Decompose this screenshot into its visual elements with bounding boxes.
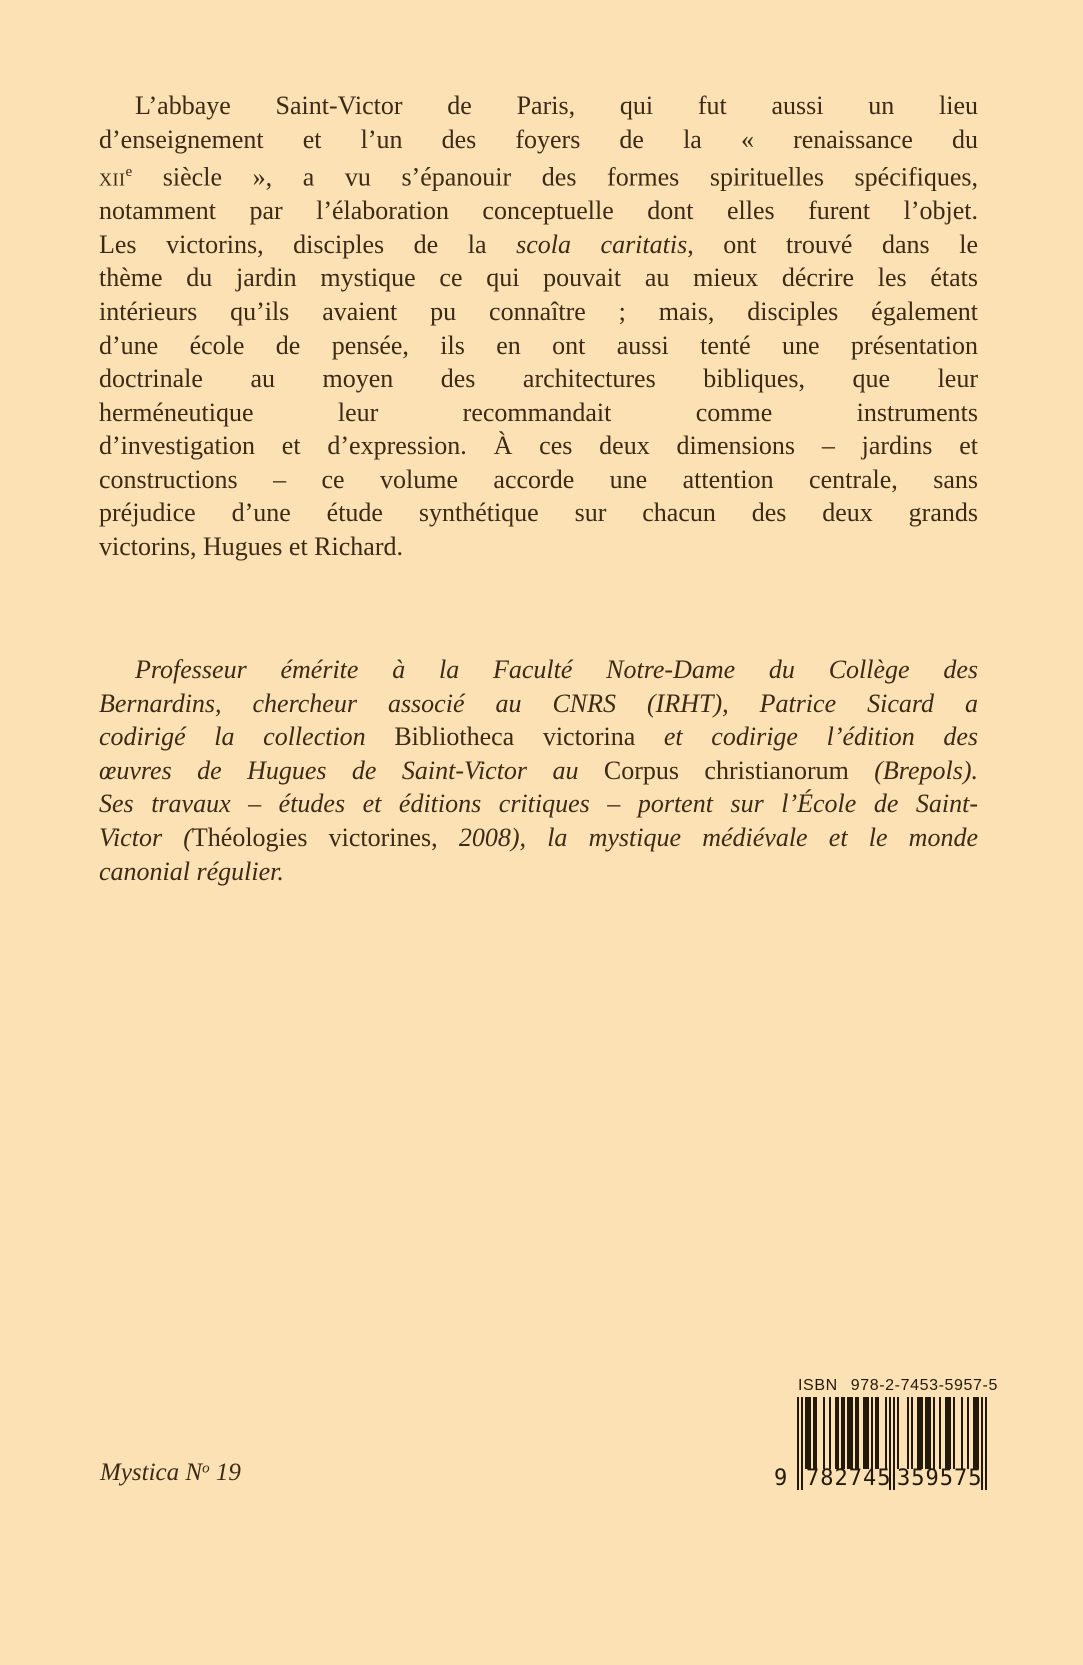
- text-line: Victor (Théologies victorines, 2008), la mystique médiévale et le monde: [99, 822, 978, 852]
- text-line: notamment par l’élaboration conceptuelle dont elles furent l’objet.: [99, 196, 978, 226]
- isbn-label: ISBN: [798, 1377, 838, 1394]
- series-name: Mystica N: [100, 1459, 203, 1486]
- ean13-barcode: [774, 1397, 987, 1511]
- text-line: herméneutique leur recommandait comme instruments: [99, 397, 978, 427]
- text-line: Bernardins, chercheur associé au CNRS (IRHT), Patrice Sicard a: [99, 688, 978, 718]
- text-line: Professeur émérite à la Faculté Notre-Dame du Collège des: [135, 655, 978, 684]
- ean-right-digits: 359575: [897, 1466, 983, 1491]
- series-number: 19: [209, 1459, 241, 1486]
- text-line: constructions – ce volume accorde une attention centrale, sans: [99, 464, 978, 494]
- text-line: intérieurs qu’ils avaient pu connaître ; mais, disciples également: [99, 296, 978, 326]
- text-line: d’une école de pensée, ils en ont aussi tenté une présentation: [99, 330, 978, 360]
- isbn-text: [798, 1377, 998, 1395]
- series-ordinal-sup: o: [202, 1460, 210, 1477]
- text-line: canonial régulier.: [99, 856, 284, 886]
- isbn-number: 978-2-7453-5957-5: [850, 1377, 998, 1394]
- text-line: Ses travaux – études et éditions critiques – portent sur l’École de Saint-: [99, 789, 978, 819]
- ean-left-digits: 782745: [806, 1466, 892, 1491]
- synopsis-paragraph: [99, 89, 978, 564]
- text-line: d’enseignement et l’un des foyers de la « renaissance du: [99, 124, 978, 154]
- text-line: œuvres de Hugues de Saint-Victor au Corpus christianorum (Brepols).: [99, 755, 978, 785]
- text-line: Les victorins, disciples de la scola caritatis, ont trouvé dans le: [99, 229, 978, 259]
- text-line: doctrinale au moyen des architectures bibliques, que leur: [99, 364, 978, 394]
- text-line: d’investigation et d’expression. À ces deux dimensions – jardins et: [99, 431, 978, 461]
- ean-first-digit: 9: [774, 1466, 788, 1491]
- text-line: xii$^e$ siècle », a vu s’épanouir des formes spirituelles spécifiques,: [99, 162, 978, 192]
- text-line: préjudice d’une étude synthétique sur chacun des deux grands: [99, 498, 978, 528]
- text-line: victorins, Hugues et Richard.: [99, 532, 403, 562]
- isbn-block: [774, 1377, 998, 1511]
- text-line: L’abbaye Saint-Victor de Paris, qui fut aussi un lieu: [135, 91, 978, 120]
- author-bio-paragraph: [99, 653, 978, 888]
- series-label: [100, 1459, 241, 1487]
- text-line: codirigé la collection Bibliotheca victorina et codirige l’édition des: [99, 722, 978, 752]
- text-line: thème du jardin mystique ce qui pouvait au mieux décrire les états: [99, 263, 978, 293]
